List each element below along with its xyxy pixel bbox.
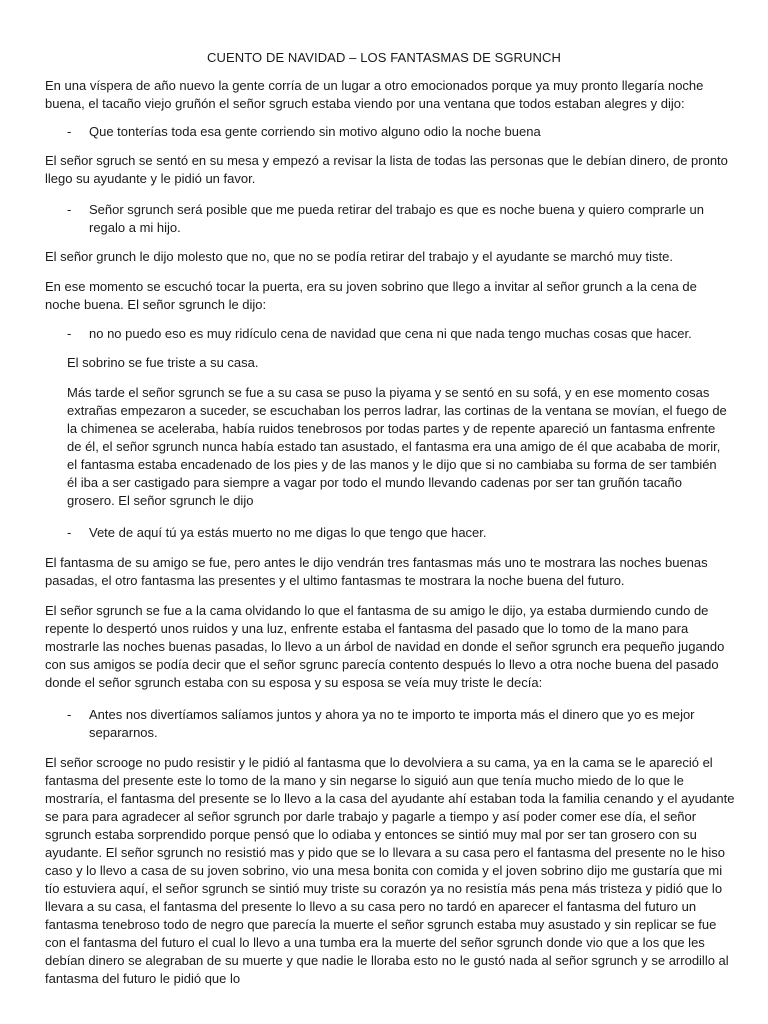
paragraph-7: El fantasma de su amigo se fue, pero antes le dijo vendrán tres fantasmas más uno te mostrara las noches buenas pasadas, el otro fantasma las presentes y el ultimo fantasmas te mostrara la noche buena del futuro. — [45, 555, 708, 588]
paragraph-3: El señor grunch le dijo molesto que no, que no se podía retirar del trabajo y el ayudante se marchó muy tiste. — [45, 249, 673, 264]
bullet-text-3: no no puedo eso es muy ridículo cena de navidad que cena ni que nada tengo muchas cosas que hacer. — [89, 326, 692, 341]
bullet-dash: - — [67, 124, 72, 139]
bullet-item-2 — [67, 201, 717, 237]
bullet-text-4: Vete de aquí tú ya estás muerto no me digas lo que tengo que hacer. — [89, 525, 487, 540]
bullet-dash: - — [67, 707, 72, 722]
paragraph-4: En ese momento se escuchó tocar la puerta, era su joven sobrino que llego a invitar al señor grunch a la cena de noche buena. El señor sgrunch le dijo: — [45, 279, 697, 312]
bullet-dash: - — [67, 202, 72, 217]
bullet-text-1: Que tonterías toda esa gente corriendo sin motivo alguno odio la noche buena — [89, 124, 541, 139]
bullet-item-1 — [67, 123, 717, 141]
document-title: CUENTO DE NAVIDAD – LOS FANTASMAS DE SGRUNCH — [206, 50, 562, 65]
bullet-dash: - — [67, 326, 72, 341]
bullet-item-5 — [67, 706, 717, 742]
bullet-item-3 — [67, 325, 717, 343]
bullet-text-5: Antes nos divertíamos salíamos juntos y ahora ya no te importo te importa más el dinero que yo es mejor separarnos. — [89, 707, 695, 740]
bullet-dash: - — [67, 525, 72, 540]
paragraph-1: En una víspera de año nuevo la gente corría de un lugar a otro emocionados porque ya muy pronto llegaría noche buena, el tacaño viejo gruñón el señor sgruch estaba viendo por una ventana que todos estaban alegres y dijo: — [45, 78, 704, 111]
paragraph-9: El señor scrooge no pudo resistir y le pidió al fantasma que lo devolviera a su cama, ya en la cama se le apareció el fantasma del presente este lo tomo de la mano y sin negarse lo siguió aun que tenía mucho miedo de lo que le mostraría, el fantasma del presente se lo llevo a la casa del ayudante ahí estaban toda la familia cenando y el ayudante se para para agradecer al señor sgrunch por darle trabajo y pagarle a tiempo y así poder comer ese día, el señor sgrunch estaba sorprendido porque pensó que lo odiaba y entonces se sintió muy mal por ser tan grosero con su ayudante. El señor sgrunch no resistió mas y pido que se lo llevara a su casa pero el fantasma del presente no le hiso caso y lo llevo a casa de su joven sobrino, vio una mesa bonita con comida y el joven sobrino dijo me gustaría que mi tío estuviera aquí, el señor sgrunch se sintió muy triste su corazón ya no resistía más pena más tristeza y pidió que lo llevara a su casa, el fantasma del presente lo llevo a su casa pero no tardó en aparecer el fantasma del futuro un fantasma tenebroso todo de negro que parecía la muerte el señor sgrunch estaba muy asustado y sin replicar se fue con el fantasma del futuro el cual lo llevo a una tumba era la muerte del señor sgrunch donde vio que a los que les debían dinero se alegraban de su muerte y que nadie le lloraba esto no le gustó nada al señor sgrunch y se arrodillo al fantasma del futuro le pidió que lo — [45, 755, 735, 986]
paragraph-8: El señor sgrunch se fue a la cama olvidando lo que el fantasma de su amigo le dijo, ya estaba durmiendo cundo de repente lo despertó unos ruidos y una luz, enfrente estaba el fantasma del pasado que lo tomo de la mano para mostrarle las noches buenas pasadas, lo llevo a un árbol de navidad en donde el señor sgrunch era pequeño jugando con sus amigos se podía decir que el señor sgrunc parecía contento después lo llevo a otra noche buena del pasado donde el señor sgrunch estaba con su esposa y su esposa se veía muy triste le decía: — [45, 603, 725, 690]
bullet-item-4 — [67, 524, 717, 542]
paragraph-2: El señor sgruch se sentó en su mesa y empezó a revisar la lista de todas las personas que le debían dinero, de pronto llego su ayudante y le pidió un favor. — [45, 153, 728, 186]
bullet-text-2: Señor sgrunch será posible que me pueda retirar del trabajo es que es noche buena y quiero comprarle un regalo a mi hijo. — [89, 202, 704, 235]
paragraph-5: El sobrino se fue triste a su casa. — [67, 355, 259, 370]
paragraph-6: Más tarde el señor sgrunch se fue a su casa se puso la piyama y se sentó en su sofá, y en ese momento cosas extrañas empezaron a suceder, se escuchaban los perros ladrar, las cortinas de la ventana se movían, el fuego de la chimenea se aceleraba, había ruidos tenebrosos por todas partes y de repente apareció un fantasma enfrente de él, el señor sgrunch nunca había estado tan asustado, el fantasma era una amigo de él que acababa de morir, el fantasma estaba encadenado de los pies y de las manos y le dijo que si no cambiaba su forma de ser también él iba a ser castigado para siempre a vagar por todo el mundo llevando cadenas por ser tan gruñón tacaño grosero. El señor sgrunch le dijo — [67, 385, 727, 508]
